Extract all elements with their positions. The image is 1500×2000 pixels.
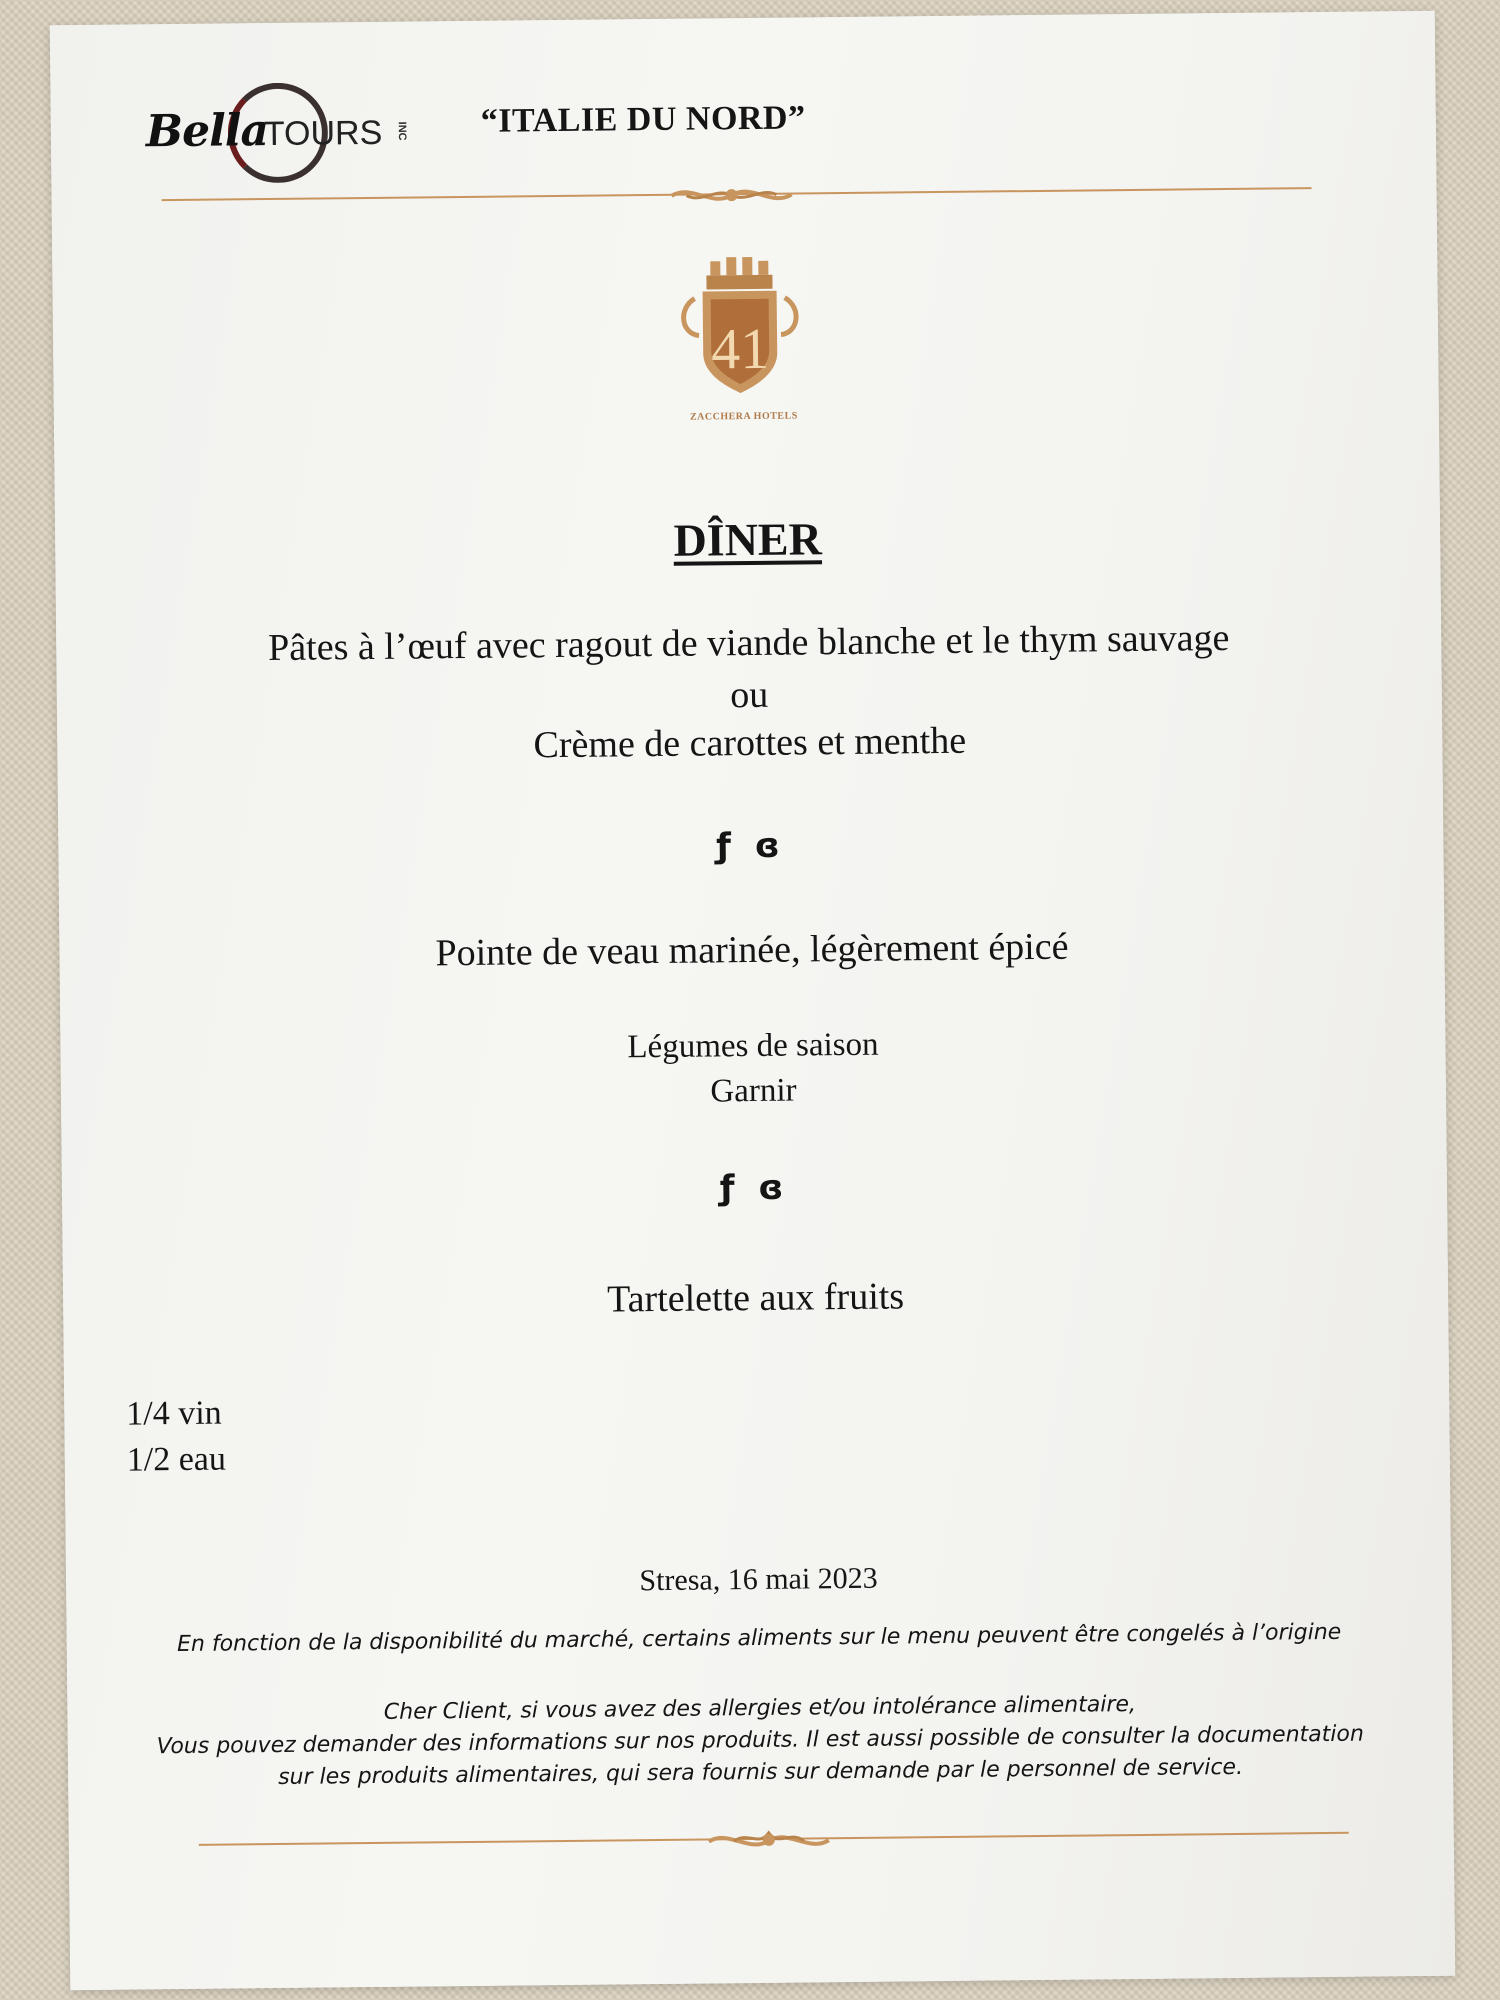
crest-emblem-icon: [672, 252, 814, 408]
first-course-alternative: Crème de carottes et menthe: [533, 719, 967, 767]
menu-card: [50, 11, 1456, 1990]
menu-heading: DÎNER: [673, 513, 823, 566]
drinks-list: [126, 1391, 226, 1484]
allergy-note: [67, 1686, 1453, 1796]
drink-water: 1/2 eau: [126, 1440, 227, 1479]
tour-title: “ITALIE DU NORD”: [480, 99, 806, 140]
logo-inc-text: INC: [395, 121, 408, 141]
bottom-ornament-icon: [704, 1824, 834, 1853]
side-dish-garnish: Garnir: [710, 1072, 797, 1110]
bella-tours-logo: [145, 79, 416, 192]
allergy-note-line-3: sur les produits alimentaires, qui sera fournis sur demande par le personnel de service.: [278, 1754, 1244, 1791]
hotel-crest: [672, 252, 814, 443]
main-course: Pointe de veau marinée, légèrement épicé: [435, 925, 1069, 975]
logo-script-text: Bella: [145, 105, 269, 158]
allergy-note-line-1: Cher Client, si vous avez des allergies et/ou intolérance alimentaire,: [383, 1692, 1137, 1725]
or-word: ou: [730, 673, 769, 717]
crest-number: 41: [710, 315, 770, 382]
hotel-name: ZACCHERA HOTELS: [689, 410, 798, 423]
first-course: Pâtes à l’œuf avec ragout de viande blanche et le thym sauvage: [267, 616, 1230, 670]
side-dish-vegetables: Légumes de saison: [627, 1026, 879, 1066]
top-ornament-icon: [666, 180, 796, 209]
drink-wine: 1/4 vin: [126, 1394, 222, 1433]
course-separator-icon: ƒ ɞ: [719, 1167, 790, 1209]
dessert: Tartelette aux fruits: [606, 1275, 905, 1321]
market-note: En fonction de la disponibilité du marché, certains aliments sur le menu peuvent être congelés à l’origine: [176, 1619, 1342, 1658]
course-separator-icon: ƒ ɞ: [715, 825, 786, 867]
logo-tours-text: TOURS: [263, 113, 383, 154]
allergy-note-line-2: Vous pouvez demander des informations sur nos produits. Il est aussi possible de consulter la documentation: [156, 1721, 1364, 1760]
menu-date: Stresa, 16 mai 2023: [639, 1561, 878, 1598]
